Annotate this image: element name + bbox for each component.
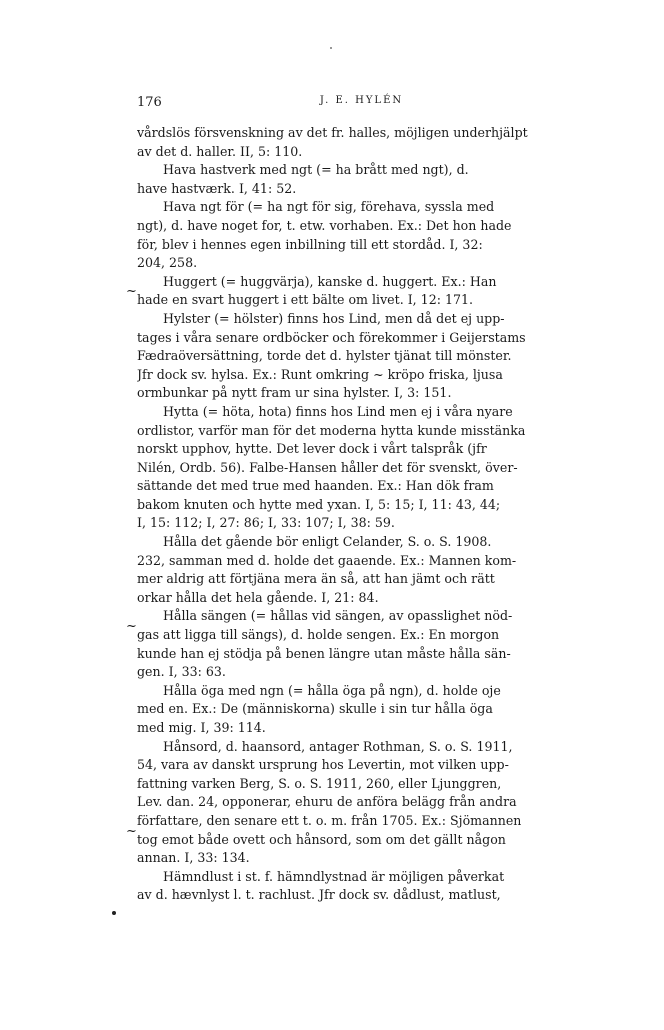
text-line: orkar hålla det hela gående. I, 21: 84. (137, 589, 379, 605)
text-line: ormbunkar på nytt fram ur sina hylster. I, 3: 151. (137, 385, 452, 401)
entry-line: Huggert (= huggvärja), kanske d. huggert. Ex.: Han (163, 273, 497, 289)
body-text (137, 124, 586, 905)
text-line: 232, samman med d. holde det gaaende. Ex.: Mannen kom- (137, 552, 517, 568)
entry-line: Hava ngt för (= ha ngt för sig, förehava, syssla med (163, 199, 495, 215)
entry-line: Hämndlust i st. f. hämndlystnad är möjligen påverkat (163, 868, 505, 884)
entry-line: Hålla det gående bör enligt Celander, S. o. S. 1908. (163, 534, 492, 550)
text-line: gas att ligga till sängs), d. holde sengen. Ex.: En morgon (137, 627, 500, 643)
text-line: I, 15: 112; I, 27: 86; I, 33: 107; I, 38: 59. (137, 515, 395, 531)
text-line: 204, 258. (137, 255, 198, 271)
text-line: mer aldrig att förtjäna mera än så, att han jämt och rätt (137, 571, 495, 587)
text-line: 54, vara av danskt ursprung hos Levertin, mot vilken upp- (137, 757, 509, 773)
ink-dot (112, 911, 116, 915)
text-line: författare, den senare ett t. o. m. från 1705. Ex.: Sjömannen (137, 812, 522, 828)
text-line: bakom knuten och hytte med yxan. I, 5: 15; I, 11: 43, 44; (137, 496, 501, 512)
page-number: 176 (137, 95, 162, 110)
entry-line: Hålla sängen (= hållas vid sängen, av opasslighet nöd- (163, 608, 513, 624)
text-line: norskt upphov, hytte. Det lever dock i vårt talspråk (jfr (137, 441, 487, 457)
text-line: tog emot både ovett och hånsord, som om det gällt någon (137, 831, 506, 847)
tilde-mark: ~ (126, 824, 137, 839)
text-line: vårdslös försvenskning av det fr. halles, möjligen underhjälpt (137, 125, 528, 140)
text-line: hade en svart huggert i ett bälte om livet. I, 12: 171. (137, 292, 473, 308)
text-line: av det d. haller. II, 5: 110. (137, 143, 303, 159)
text-line: tages i våra senare ordböcker och förekommer i Geijerstams (137, 329, 526, 345)
text-line: gen. I, 33: 63. (137, 664, 226, 680)
text-line: Nilén, Ordb. 56). Falbe-Hansen håller det för svenskt, över- (137, 459, 518, 475)
text-line: Jfr dock sv. hylsa. Ex.: Runt omkring ~ kröpo friska, ljusa (137, 366, 503, 382)
entry-line: Hylster (= hölster) finns hos Lind, men då det ej upp- (163, 310, 505, 326)
tilde-mark: ~ (126, 619, 137, 634)
tilde-mark: ~ (126, 284, 137, 299)
entry-line: Hånsord, d. haansord, antager Rothman, S. o. S. 1911, (163, 738, 513, 754)
entry-line: Hava hastverk med ngt (= ha brått med ngt), d. (163, 162, 469, 178)
text-line: med mig. I, 39: 114. (137, 720, 266, 735)
text-line: av d. hævnlyst l. t. rachlust. Jfr dock sv. dådlust, matlust, (137, 887, 501, 903)
entry-line: Hålla öga med ngn (= hålla öga på ngn), d. holde oje (163, 682, 501, 698)
running-head: J. E. HYLÉN (319, 95, 404, 106)
text-line: ngt), d. have noget for, t. etw. vorhaben. Ex.: Det hon hade (137, 217, 512, 233)
text-line: med en. Ex.: De (människorna) skulle i sin tur hålla öga (137, 701, 493, 717)
text-line: fattning varken Berg, S. o. S. 1911, 260, eller Ljunggren, (137, 775, 502, 791)
text-line: annan. I, 33: 134. (137, 850, 250, 866)
text-line: kunde han ej stödja på benen längre utan måste hålla sän- (137, 645, 511, 661)
page-header (137, 95, 586, 115)
text-line: sättande det med true med haanden. Ex.: Han dök fram (137, 478, 494, 494)
text-line: för, blev i hennes egen inbillning till ett stordåd. I, 32: (137, 236, 483, 252)
text-line: Lev. dan. 24, opponerar, ehuru de anföra belägg från andra (137, 794, 517, 810)
speck (330, 47, 332, 49)
text-line: have hastværk. I, 41: 52. (137, 180, 297, 196)
text-line: Fædraöversättning, torde det d. hylster tjänat till mönster. (137, 348, 512, 364)
text-line: ordlistor, varför man för det moderna hytta kunde misstänka (137, 422, 526, 438)
entry-line: Hytta (= höta, hota) finns hos Lind men ej i våra nyare (163, 403, 513, 419)
